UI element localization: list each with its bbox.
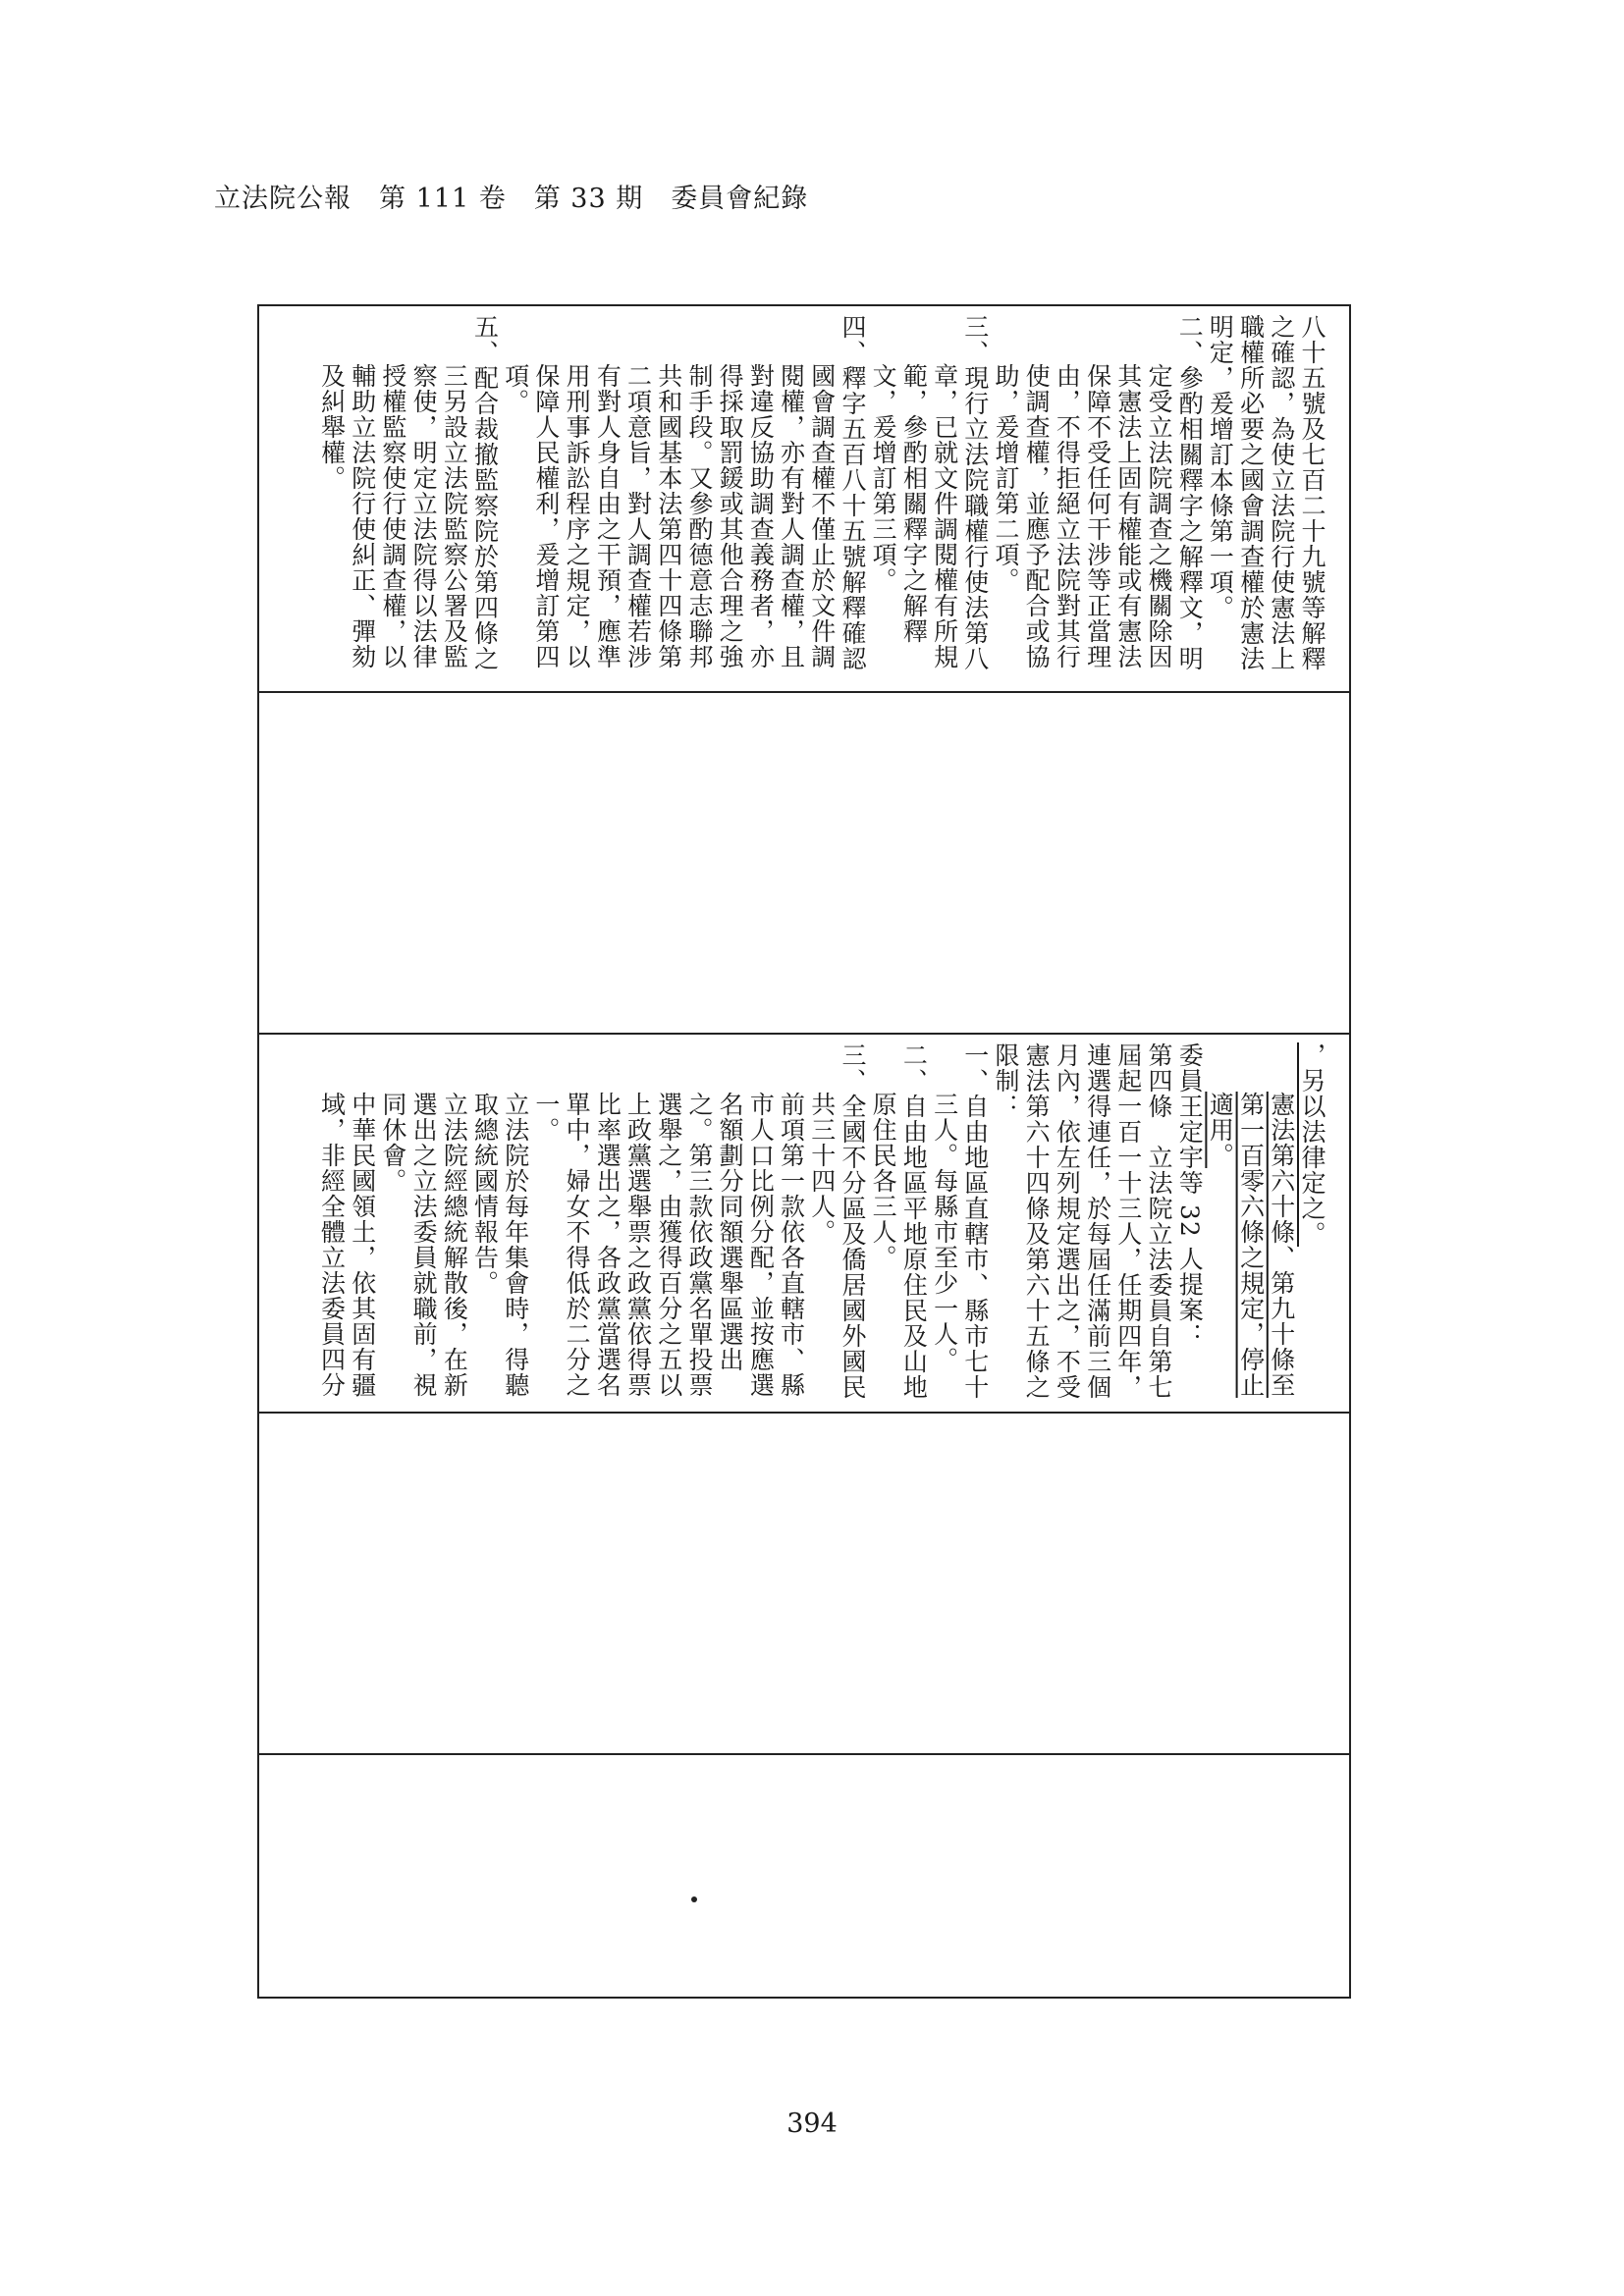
explanation-text [316, 314, 1327, 685]
text-line: 立法院經總統解散後，在新選出之立法委員就職前，視同休會。 [378, 1092, 469, 1398]
text-line: 立法院於每年集會時，得聽取總統國情報告。 [470, 1092, 530, 1398]
comparison-table [257, 304, 1351, 1999]
text-line: 委員王定宇等 32 人提案： [1175, 1042, 1205, 1349]
table-row-empty [259, 693, 1349, 1035]
text-span: 憲法第六十條、第九十條至第一百零六條之規定， [1236, 1092, 1296, 1398]
page-header: 立法院公報 第 111 卷 第 33 期 委員會紀錄 [214, 184, 809, 214]
table-row-empty [259, 1755, 1349, 1997]
text-line: 中華民國領土，依其固有疆域，非經全體立法委員四分 [317, 1092, 377, 1398]
table-row-empty [259, 1414, 1349, 1755]
proposal-text [316, 1042, 1327, 1406]
text-line: 二、自由地區平地原住民及山地原住民各三人。 [869, 1042, 929, 1400]
text-span: 停止適用。 [1206, 1092, 1266, 1398]
text-line: 八十五號及七百二十九號等解釋之確認，為使立法院行使憲法上職權所必要之國會調查權於憲法明定，爰增訂本條第一項。 [1206, 314, 1326, 671]
text-line: 一、自由地區直轄市、縣市七十三人。每縣市至少一人。 [930, 1042, 990, 1400]
text-line: 三、現行立法院職權行使法第八章，已就文件調閱權有所規範，參酌相關釋字之解釋文，爰增訂第三項。 [869, 314, 990, 671]
text-line [1205, 1042, 1297, 1406]
text-line: 五、配合裁撤監察院於第四條之三另設立法院監察公署及監察使，明定立法院得以法律授權監察使行使調查權，以輔助立法院行使糾正、彈劾及糾舉權。 [317, 314, 500, 671]
table-row [259, 1035, 1349, 1414]
text-line: 三、全國不分區及僑居國外國民共三十四人。 [807, 1042, 867, 1400]
page-number: 394 [786, 2109, 838, 2139]
text-line: 四、釋字五百八十五號解釋確認國會調查權不僅止於文件調閱權，亦有對人調查權，且對違反協助調查義務者，亦得採取罰鍰或其他合理之強制手段。又參酌德意志聯邦共和國基本法第四十四條第二項意旨，對人調查權若涉有對人身自由之干預，應準用刑事訴訟程序之規定，以保障人民權利，爰增訂第四項。 [501, 314, 867, 671]
table-row [259, 306, 1349, 693]
text-line: 二、參酌相關釋字之解釋文，明定受立法院調查之機關除因其憲法上固有權能或有憲法保障不受任何干涉等正當理由，不得拒絕立法院對其行使調查權，並應予配合或協助，爰增訂第二項。 [991, 314, 1205, 671]
bullet-dot [691, 1896, 697, 1902]
text-line: 前項第一款依各直轄市、縣市人口比例分配，並按應選名額劃分同額選舉區選出之。第三款依政黨名單投票選舉之，由獲得百分之五以上政黨選舉票之政黨依得票比率選出之，各政黨當選名單中，婦女不得低於二分之一。 [531, 1092, 806, 1398]
text-line: 第四條 立法院立法委員自第七屆起一百一十三人，任期四年，連選得連任，於每屆任滿前三個月內，依左列規定選出之，不受憲法第六十四條及第六十五條之限制： [991, 1042, 1173, 1400]
text-line: ，另以法律定之。 [1298, 1042, 1326, 1247]
